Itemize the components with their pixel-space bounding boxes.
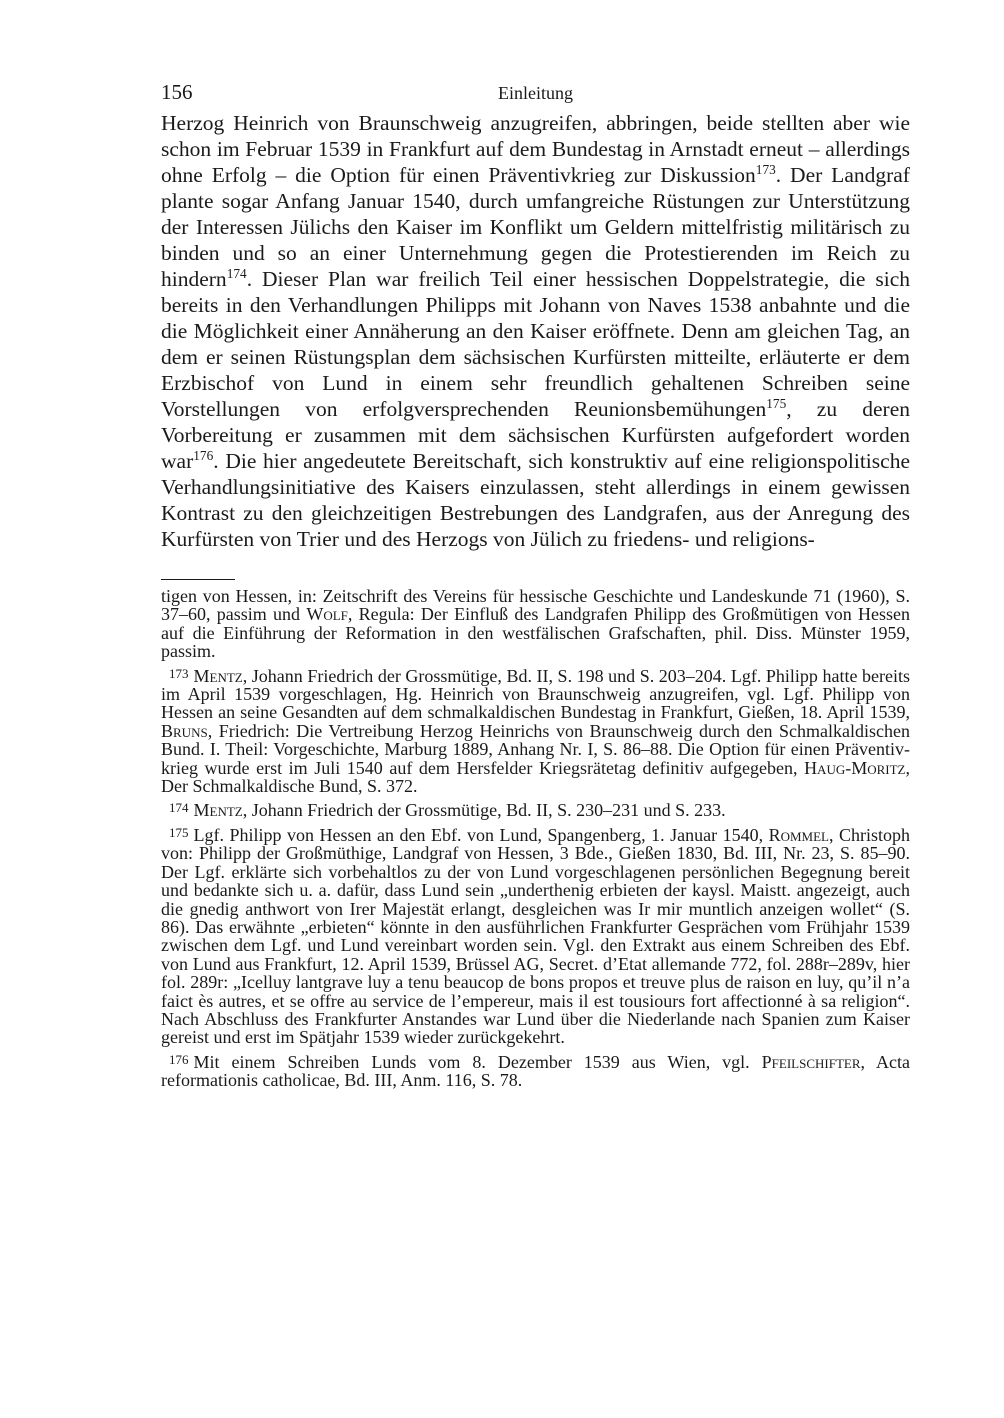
footnote-text: tigen von Hessen, in: Zeitschrift des Vereins für hessische Geschichte und Landeskunde 71 (1960), S. 37–60, passim und: [161, 586, 910, 625]
body-text-segment: , zu deren Vorbereitung er zusammen mit dem sächsischen Kurfürsten aufgefordert worden war: [161, 397, 910, 473]
footnote-number: 176: [169, 1051, 189, 1067]
body-text-segment: Herzog Heinrich von Braunschweig anzugreifen, abbringen, beide stellten aber wie schon im Februar 1539 in Frankfurt auf dem Bundestag in Arnstadt erneut – allerdings ohne Erfolg – die Option für einen Präventivkrieg zur Diskussion: [161, 111, 910, 187]
footnote-ref-176[interactable]: 176: [193, 447, 214, 463]
footnote-text: Lgf. Philipp von Hessen an den Ebf. von Lund, Spangenberg, 1. Januar 1540,: [193, 824, 769, 845]
footnote-text: , Friedrich: Die Vertreibung Herzog Heinrichs von Braunschweig durch den Schmalkaldischen Bund. I. Theil: Vorgeschichte, Marburg 1889, Anhang Nr. I, S. 86–88. Die Option für einen Präventivkrieg wurde erst im Juli 1540 auf dem Hersfelder Kriegsrätetag definitiv aufgegeben,: [161, 720, 910, 778]
footnote-text: , Johann Friedrich der Grossmütige, Bd. II, S. 198 und S. 203–204. Lgf. Philipp hatte bereits im April 1539 vorgeschlagen, Hg. Heinrich von Braunschweig anzugreifen, vgl. Lgf. Philipp von Hessen an seine Gesandten auf dem schmalkaldischen Bundestag in Frankfurt, Gießen, 18. April 1539,: [161, 665, 910, 723]
footnote-number: 175: [169, 824, 189, 840]
footnote-174: [161, 799, 910, 819]
footnote-separator: [161, 579, 235, 580]
main-paragraph: [161, 110, 910, 552]
footnote-ref-173[interactable]: 173: [755, 161, 776, 177]
footnote-text: , Acta reformationis catholicae, Bd. III, Anm. 116, S. 78.: [161, 1051, 910, 1091]
author-name: Wolf: [306, 604, 348, 625]
author-name: Bruns: [161, 720, 208, 741]
author-name: Haug-Moritz: [804, 757, 906, 778]
book-page: [161, 78, 910, 1094]
footnote-175: [161, 824, 910, 1047]
footnote-number: 173: [169, 665, 189, 681]
body-text-segment: . Die hier angedeutete Bereitschaft, sich konstruktiv auf eine religionspolitische Verhandlungsinitiative des Kaisers einzulassen, steht allerdings in einem gewissen Kontrast zu den gleichzeitigen Bestrebungen des Landgrafen, aus der Anregung des Kurfürsten von Trier und des Herzogs von Jülich zu friedens- und religions-: [161, 449, 910, 551]
footnote-text: Mit einem Schreiben Lunds vom 8. Dezember 1539 aus Wien, vgl.: [193, 1051, 762, 1072]
footnote-173: [161, 665, 910, 796]
footnote-number: 174: [169, 800, 189, 816]
footnote-text: , Der Schmalkaldische Bund, S. 372.: [161, 757, 910, 797]
body-text-segment: . Dieser Plan war freilich Teil einer hessischen Doppelstrategie, die sich bereits in den Verhandlungen Philipps mit Johann von Naves 1538 anbahnte und die die Möglichkeit einer Annäherung an den Kaiser eröffnete. Denn am gleichen Tag, an dem er seinen Rüstungsplan dem sächsischen Kurfürsten mitteilte, erläuterte er dem Erzbischof von Lund in einem sehr freundlich gehaltenen Schreiben seine Vorstellungen von erfolgversprechenden Reunionsbemühungen: [161, 267, 910, 421]
author-name: Rommel: [768, 824, 829, 845]
footnote-ref-175[interactable]: 175: [766, 395, 787, 411]
footnote-ref-174[interactable]: 174: [226, 265, 247, 281]
author-name: Pfeilschifter: [761, 1051, 861, 1072]
footnote-text: , Regula: Der Einfluß des Landgrafen Philipp des Großmütigen von Hessen auf die Einführung der Reformation in den westfälischen Grafschaften, phil. Diss. Münster 1959, passim.: [161, 604, 910, 662]
body-text-segment: . Der Landgraf plante sogar Anfang Januar 1540, durch umfangreiche Rüstungen zur Unterstützung der Interessen Jülichs den Kaiser im Konflikt um Geldern mittelfristig militärisch zu binden und so an einer Unternehmung gegen die Protestierenden im Reich zu hindern: [161, 163, 910, 291]
page-number: 156: [161, 80, 193, 104]
author-name: Mentz: [193, 800, 243, 821]
author-name: Mentz: [193, 665, 243, 686]
footnote-176: [161, 1051, 910, 1090]
footnote-continued: [161, 587, 910, 661]
footnote-text: , Johann Friedrich der Grossmütige, Bd. II, S. 230–231 und S. 233.: [242, 800, 726, 821]
page-header: [161, 78, 910, 110]
footnote-text: , Christoph von: Philipp der Großmüthige, Landgraf von Hessen, 3 Bde., Gießen 1830, Bd. III, Nr. 23, S. 85–90. Der Lgf. erklärte sich vorbehaltlos zu der von Lund vorgeschlagenen persönlichen Begegnung bereit und bedankte sich u. a. dafür, dass Lund sein „underthenig erbieten der kaysl. Maistt. angezeigt, auch die gnedig anthwort von Irer Majestät erlangt, desgleichen was Ir mir muntlich anzeigen wollet“ (S. 86). Das erwähnte „erbieten“ könnte in den ausführlichen Frankfurter Gesprächen vom Frühjahr 1539 zwischen dem Lgf. und Lund vereinbart worden sein. Vgl. den Extrakt aus einem Schreiben des Ebf. von Lund aus Frankfurt, 12. April 1539, Brüssel AG, Secret. d’Etat allemande 772, fol. 288r–289v, hier fol. 289r: „Icelluy lantgrave luy a tenu beaucop de bons propos et treuve plus de raison en luy, qu’il n’a faict ès autres, et se offre au service de l’empereur, mais il est tousiours fort affectionné à sa religion“. Nach Abschluss des Frankfurter Anstandes war Lund über die Niederlande nach Spanien zum Kaiser gereist und erst im Spätjahr 1539 wieder zurückgekehrt.: [161, 824, 910, 1048]
running-head: Einleitung: [498, 83, 573, 103]
